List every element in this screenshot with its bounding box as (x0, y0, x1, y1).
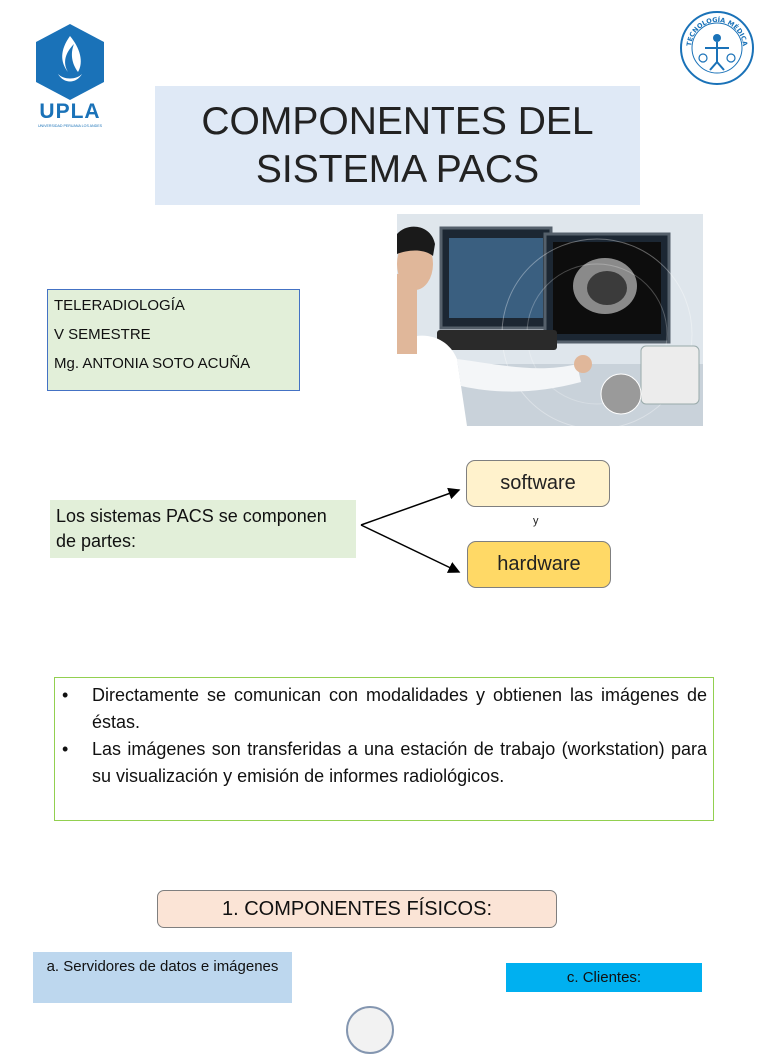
servers-item: a. Servidores de datos e imágenes (33, 952, 292, 1003)
course-info-box (47, 289, 300, 391)
bullet-dot: • (62, 739, 69, 759)
list-item (59, 682, 707, 736)
cutoff-circle-shape (346, 1006, 394, 1054)
workstation-photo (397, 214, 703, 426)
semester: V SEMESTRE (54, 326, 151, 343)
section-heading: 1. COMPONENTES FÍSICOS: (157, 890, 557, 928)
seal-icon (679, 10, 755, 86)
upla-subtitle: UNIVERSIDAD PERUANA LOS ANDES (37, 124, 103, 128)
teacher-name: Mg. ANTONIA SOTO ACUÑA (54, 355, 251, 372)
list-item (59, 736, 707, 790)
course-name: TELERADIOLOGÍA (54, 297, 185, 314)
branch-arrows-icon (355, 480, 475, 580)
description-bullets (54, 677, 714, 821)
tecnologia-medica-seal (679, 10, 755, 86)
bullet-dot: • (62, 685, 69, 705)
hardware-box: hardware (467, 541, 611, 588)
connector-y: y (533, 515, 539, 527)
title-line-2: SISTEMA PACS (255, 147, 540, 191)
software-box: software (466, 460, 610, 507)
upla-hexagon-icon (30, 22, 110, 102)
bullet-text: Las imágenes son transferidas a una estación de trabajo (workstation) para su visualización y emisión de informes radiológicos. (92, 739, 707, 786)
page-title (155, 86, 640, 205)
pacs-parts-intro: Los sistemas PACS se componen de partes: (50, 500, 356, 558)
seal-text: TECNOLOGÍA MÉDICA (685, 15, 749, 47)
title-line-1: COMPONENTES DEL (201, 99, 594, 143)
upla-brand-text: UPLA (39, 100, 101, 123)
clients-item: c. Clientes: (506, 963, 702, 992)
bullet-text: Directamente se comunican con modalidades y obtienen las imágenes de éstas. (92, 685, 707, 732)
